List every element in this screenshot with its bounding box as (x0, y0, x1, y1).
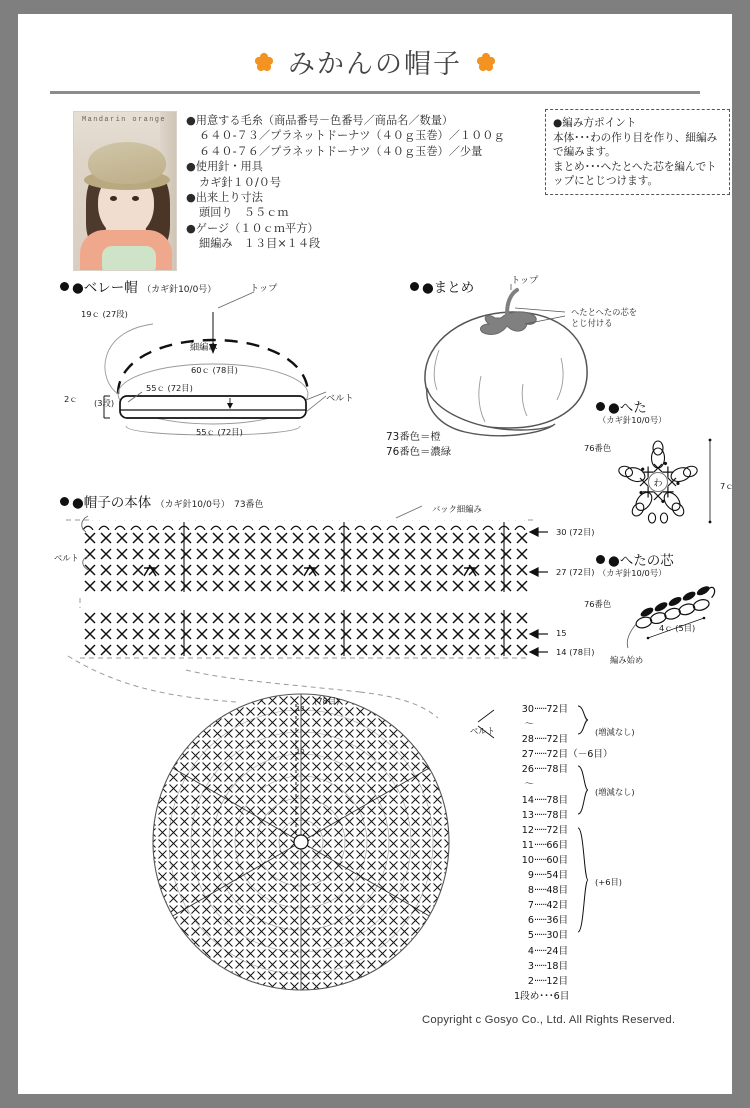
page-title (18, 42, 732, 81)
brace-note-1: (増減なし) (595, 727, 635, 737)
beret-belt-rect (120, 396, 306, 418)
photo-eye-right (132, 196, 139, 201)
row-marker-27: 27 (72目) (556, 567, 595, 577)
back-sc-row (80, 520, 528, 530)
body-belt-label: ベルト (54, 553, 79, 563)
row-val: 42目 (546, 900, 569, 912)
body-rows-upper (80, 530, 528, 594)
materials-heading: ●用意する毛糸（商品番号－色番号／商品名／数量） (186, 114, 454, 127)
row-dots: ······ (534, 870, 547, 882)
row-dots: ······ (534, 854, 547, 866)
tips-heading: ●編み方ポイント (553, 117, 637, 129)
heta-hook: （カギ針10/0号） (598, 415, 667, 425)
row-marker-30: 30 (72目) (556, 527, 595, 537)
photo-shirt-print (102, 246, 156, 271)
row-dots: ······ (534, 704, 547, 715)
beret-heading-text: ●ベレー帽 (72, 280, 138, 296)
row-dots: ······ (534, 794, 547, 806)
row-num: 〜 (524, 779, 534, 791)
row-num: 14 (521, 794, 534, 806)
tips-line-1: 本体･･･わの作り目を作り、細編み (553, 131, 718, 144)
beret-hook: （カギ針10/0号） (142, 285, 217, 295)
product-photo (73, 111, 177, 271)
beret-width-label: 60ｃ (78目) (191, 365, 238, 375)
row-dots: ······ (534, 960, 547, 972)
assembly-heading-text: ●まとめ (422, 280, 475, 296)
core-start-leader (627, 624, 636, 648)
size-heading: ●出来上り寸法 (186, 191, 263, 205)
photo-caption: Mandarin orange (82, 116, 167, 124)
body-rows-lower (80, 610, 528, 658)
page-sheet (18, 14, 732, 1094)
row-val: 36目 (546, 915, 569, 927)
row-num: 9 (527, 870, 534, 882)
row-val: 66目 (546, 839, 569, 851)
row-dots: ······ (534, 885, 547, 897)
row-dots: ······ (534, 764, 547, 776)
row-val: 78目 (546, 764, 569, 776)
heta-stitch-chart (610, 438, 720, 530)
row-dots: ······ (534, 930, 547, 942)
tips-box (545, 109, 730, 195)
heta-core-color: 76番色 (584, 599, 612, 609)
row-num: 27 (521, 749, 534, 761)
heta-size-label: 7ｃ (720, 481, 734, 491)
gauge-value: 細編み １３目×１４段 (199, 237, 321, 251)
row-num: 6 (527, 915, 534, 927)
row-num: 5 (527, 930, 534, 942)
heta-heading-text: ●へた (608, 400, 647, 416)
gauge-heading: ●ゲージ（１０ｃｍ平方） (186, 221, 319, 235)
core-dim-dot-1 (647, 637, 650, 640)
heta-core-length: 4ｃ (5目) (659, 623, 696, 633)
core-dim-dot-2 (703, 617, 706, 620)
photo-eye-left (110, 196, 117, 201)
page-title-text: みかんの帽子 (288, 49, 462, 80)
body-color: 73番色 (234, 500, 264, 510)
brace-3 (578, 828, 588, 932)
beret-belt-rows-label: (3段) (94, 398, 115, 408)
row-dots: ······ (534, 900, 547, 912)
row-marker-15: 15 (556, 628, 567, 638)
tips-line-4: ップにとじつけます。 (553, 175, 659, 188)
row-dots: ······ (534, 839, 547, 851)
tools-heading: ●使用針・用具 (186, 160, 263, 174)
heta-core-chart (618, 574, 738, 654)
beret-belt-top-label: 55ｃ (72目) (146, 383, 193, 393)
crown-stitch-count-label: (78目) (314, 696, 340, 706)
materials-yarn-2: ６４０-７６／プラネットドーナツ（４０ｇ玉巻）／少量 (199, 144, 483, 158)
heta-petals (617, 441, 699, 523)
row-dots: ······ (534, 749, 547, 761)
beret-belt-bottom-label: 55ｃ (72目) (196, 427, 243, 437)
copyright-text: Copyright c Gosyo Co., Ltd. All Rights Reserved. (422, 1014, 676, 1026)
row-num: 30 (521, 704, 534, 715)
row-dots: ······ (534, 945, 547, 957)
heta-color: 76番色 (584, 443, 612, 453)
beret-top-label-leader (218, 292, 254, 308)
row-val: 48目 (546, 885, 569, 897)
assembly-note-leader-1 (515, 308, 565, 312)
heta-core-heading (596, 549, 674, 569)
assembly-top-label: トップ (511, 275, 539, 286)
row-val: 72目 (546, 824, 569, 836)
heta-core-heading-text: ●へたの芯 (608, 553, 674, 569)
heta-dim-dot-top (709, 439, 712, 442)
heta-ring-label: わ (653, 479, 663, 489)
row-num: 3 (527, 960, 534, 972)
body-hook: （カギ針10/0号） (155, 500, 230, 510)
row-num: 11 (521, 839, 534, 851)
row-val: 18目 (546, 960, 569, 972)
tips-line-3: まとめ･･･へたとへた芯を編んでト (553, 160, 717, 173)
row-num: 26 (521, 764, 534, 776)
heta-heading (596, 396, 647, 416)
bullet-icon (596, 402, 605, 411)
brace-1 (578, 706, 588, 734)
heta-dim-dot-bottom (709, 521, 712, 524)
row-num: 7 (527, 900, 534, 912)
row-val: 72目 (546, 704, 569, 715)
row-num: 12 (521, 824, 534, 836)
brace-note-3: (+6目) (595, 877, 623, 887)
beret-height-label: 19ｃ (27段) (81, 309, 128, 319)
row-val: 54目 (546, 870, 569, 882)
beret-top-label: トップ (250, 283, 278, 294)
color-legend-line-1: 73番色＝橙 (386, 431, 441, 443)
bullet-icon (596, 555, 605, 564)
assembly-note-line-1: へたとへたの芯を (571, 307, 638, 317)
tools-value: カギ針１０/０号 (199, 175, 282, 189)
belt-leader-top (478, 710, 494, 722)
assembly-stem (507, 290, 517, 314)
row-val: 60目 (546, 854, 569, 866)
title-divider (50, 91, 700, 94)
row-num: 4 (527, 945, 534, 957)
row-val: 78目 (546, 809, 569, 821)
beret-stitch-label: 細編み (190, 342, 218, 353)
crown-center-ring (294, 835, 308, 849)
row-table-belt-label: ベルト (470, 726, 495, 736)
core-filled-stitches (637, 584, 713, 619)
row-num: 2 (527, 975, 534, 987)
row-val: 72目 (546, 734, 569, 746)
heta-core-hook: （カギ針10/0号） (598, 568, 667, 578)
row-dots: ······ (534, 824, 547, 836)
back-sc-leader (396, 506, 422, 518)
assembly-note-line-2: とじ付ける (571, 318, 613, 328)
row-first-text: 1段め･･･6目 (514, 990, 570, 1002)
crown-row-10: 10 (296, 747, 305, 756)
row-num: 28 (521, 734, 534, 746)
row-dots: ······ (534, 915, 547, 927)
heta-core-start: 編み始め (610, 655, 644, 665)
brace-2 (578, 766, 588, 814)
back-sc-label: バック細編み (432, 504, 482, 514)
flower-icon-left (254, 52, 274, 72)
body-heading-text: ●帽子の本体 (72, 495, 152, 511)
body-stitch-chart (66, 514, 536, 662)
heta-tail-1 (648, 513, 655, 523)
row-val: 24目 (546, 945, 569, 957)
color-legend-line-2: 76番色＝濃緑 (386, 446, 452, 458)
row-num: 8 (527, 885, 534, 897)
materials-yarn-1: ６４０-７３／プラネットドーナツ（４０ｇ玉巻）／１００ｇ (199, 129, 505, 143)
beret-belt-name: ベルト (326, 393, 354, 404)
row-val: 30目 (546, 930, 569, 942)
row-val: 12目 (546, 975, 569, 987)
beret-belt-height-label: 2ｃ (64, 394, 78, 404)
row-dots: ······ (534, 734, 547, 746)
row-arrows (530, 528, 548, 656)
flower-icon-right (476, 52, 496, 72)
row-dots: ······ (534, 809, 547, 821)
row-num: 10 (521, 854, 534, 866)
row-num: 13 (521, 809, 534, 821)
bullet-icon (60, 497, 69, 506)
size-value: 頭回り ５５ｃｍ (199, 206, 289, 220)
row-num: 〜 (524, 719, 534, 731)
photo-hat (88, 142, 166, 184)
row-table-braces (574, 704, 674, 994)
tips-line-2: で編みます。 (553, 146, 616, 159)
row-dots: ······ (534, 975, 547, 987)
materials-block (186, 113, 505, 252)
row-val: 72目（－6目） (546, 749, 613, 761)
body-heading (60, 491, 264, 511)
heta-tail-2 (660, 513, 667, 523)
row-marker-14: 14 (78目) (556, 647, 595, 657)
brace-note-2: (増減なし) (595, 787, 635, 797)
crown-row-13: 13 (296, 704, 305, 713)
row-val: 78目 (546, 794, 569, 806)
